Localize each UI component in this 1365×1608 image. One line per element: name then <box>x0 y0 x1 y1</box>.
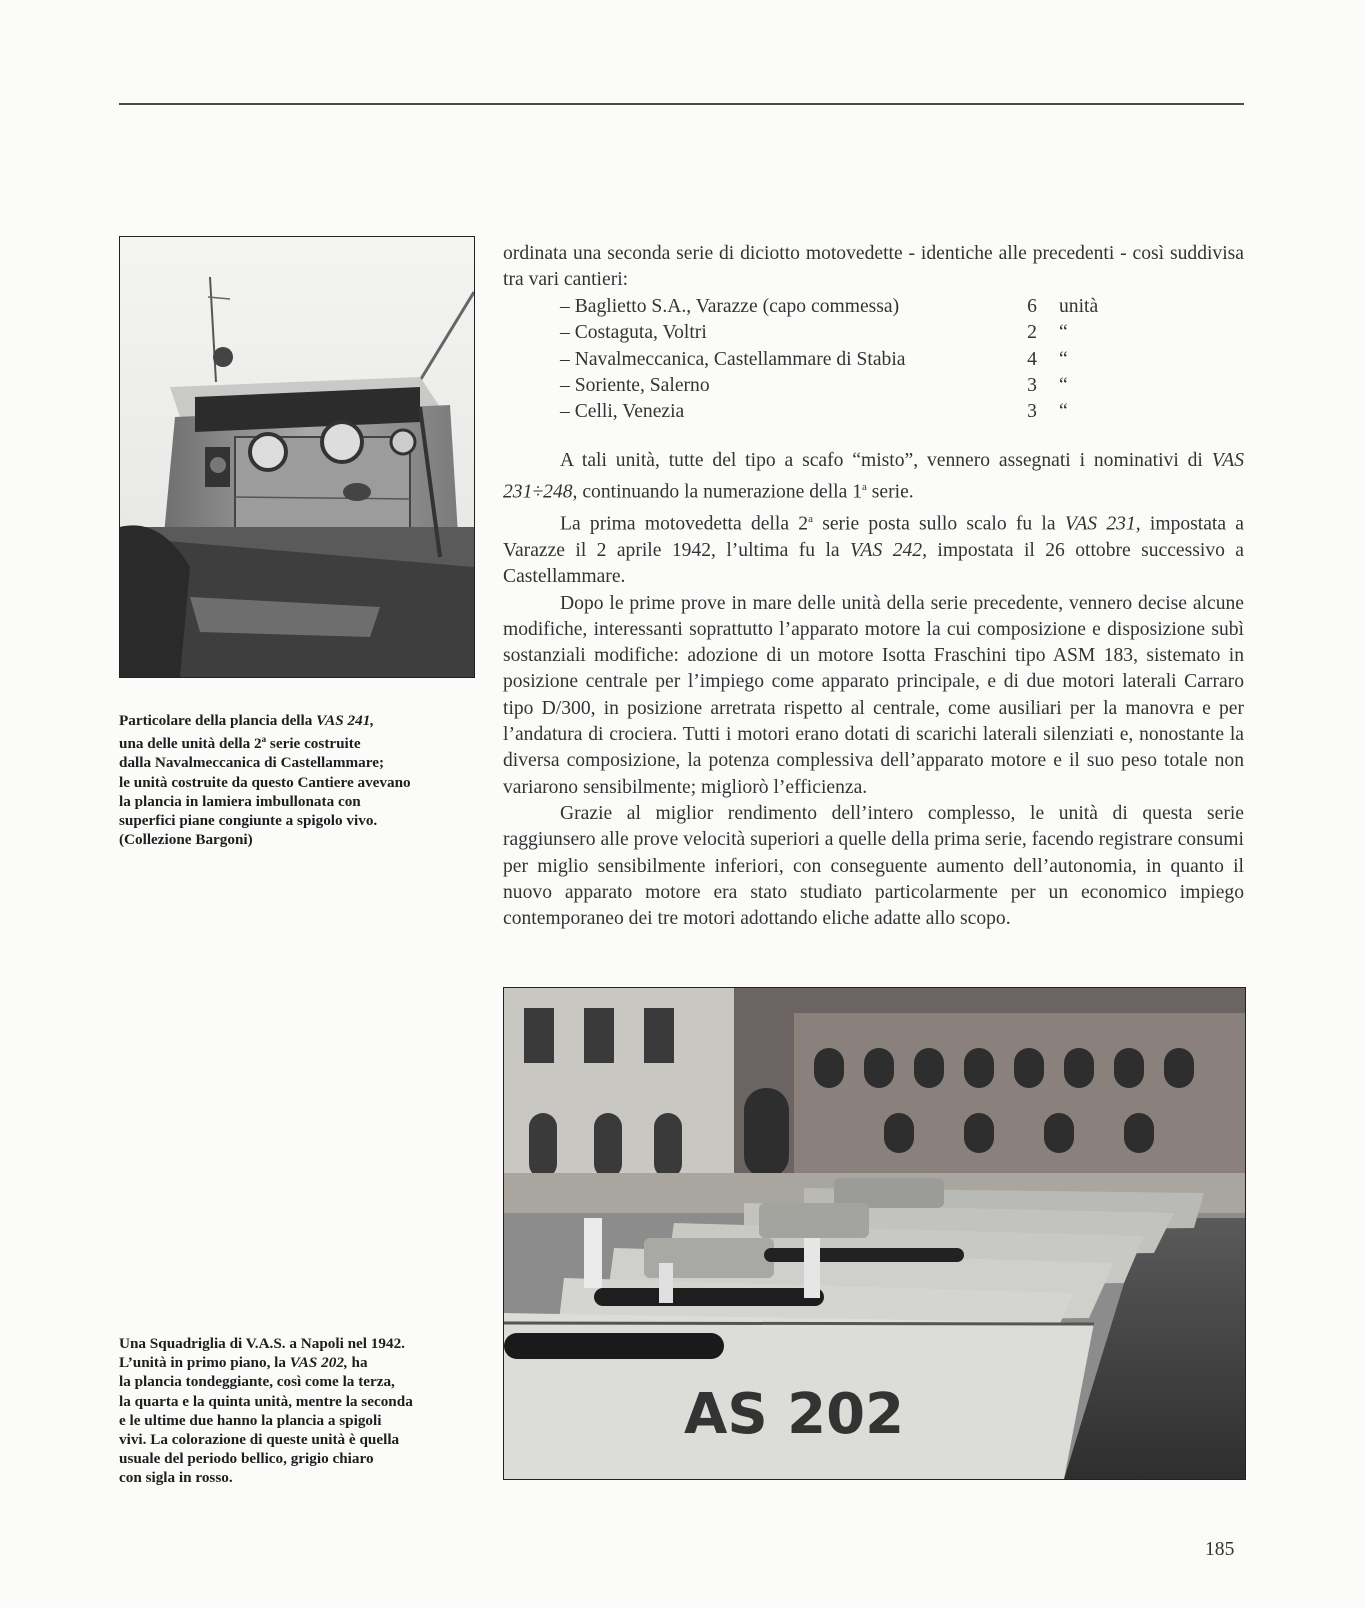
intro-paragraph: ordinata una seconda serie di diciotto motovedette - identiche alle precedenti - così suddivisa tra vari cantieri: <box>503 243 1244 291</box>
header-rule <box>119 103 1244 105</box>
photo-squadron-illustration <box>504 988 1245 1479</box>
paragraph-2: La prima motovedetta della 2$^a$ serie posta sullo scalo fu la VAS 231, impostata a Varazze il 2 aprile 1942, l’ultima fu la VAS 242, impostata il 26 ottobre successivo a Castellammare. <box>503 513 1245 588</box>
paragraph-1: A tali unità, tutte del tipo a scafo “misto”, vennero assegnati i nominativi di VAS 231÷248, continuando la numerazione della 1$^a$ serie. <box>503 450 1244 503</box>
photo2-caption: Una Squadriglia di V.A.S. a Napoli nel 1942. L’unità in primo piano, la VAS 202, ha la plancia tondeggiante, così come la terza, la quarta e la quinta unità, mentre la seconda e le ultime due hanno la plancia a spigoli vivi. La colorazione di queste unità è quella usuale del periodo bellico, grigio chiaro con sigla in rosso. <box>119 1335 413 1487</box>
photo-bridge-illustration <box>120 237 474 677</box>
shipyard-list <box>560 294 1120 425</box>
shipyard-item: – Costaguta, Voltri 2 “ <box>560 322 1068 344</box>
photo1-caption: Particolare della plancia della VAS 241, una delle unità della 2$^a$ serie costruite dalla Navalmeccanica di Castellammare; le unità costruite da questo Cantiere avevano la plancia in lamiera imbullonata con superfici piane congiunte a spigolo vivo. (Collezione Bargoni) <box>119 712 411 849</box>
paragraph-4: Grazie al miglior rendimento dell’intero complesso, le unità di questa serie raggiunsero alle prove velocità superiori a quelle della prima serie, facendo registrare consumi per miglio sensibilmente inferiori, con conseguente aumento dell’autonomia, in quanto il nuovo apparato motore era stato studiato particolarmente per un economico impiego contemporaneo dei tre motori adottando eliche adatte allo scopo. <box>503 802 1244 930</box>
page-number: 185 <box>1205 1539 1235 1560</box>
body-text <box>503 448 1244 932</box>
shipyard-item: – Celli, Venezia 3 “ <box>560 401 1068 423</box>
shipyard-item: – Baglietto S.A., Varazze (capo commessa) 6 unità <box>560 296 1099 317</box>
shipyard-item: – Soriente, Salerno 3 “ <box>560 374 1068 396</box>
shipyard-item: – Navalmeccanica, Castellammare di Stabia 4 “ <box>560 348 1068 370</box>
photo-vas241-bridge <box>119 236 475 678</box>
photo-vas-squadron-naples <box>503 987 1246 1480</box>
paragraph-3: Dopo le prime prove in mare delle unità della serie precedente, vennero decise alcune modifiche, interessanti soprattutto l’apparato motore la cui composizione e disposizione subì sostanziali modifiche: adozione di un motore Isotta Fraschini tipo ASM 183, sistemato in posizione centrale per l’impiego come apparato principale, e di due motori laterali Carraro tipo D/300, in posizione arretrata rispetto al centrale, come ausiliari per la manovra e per l’andatura di crociera. Tutti i motori erano dotati di scarichi laterali silenziati e, nonostante la diversa composizione, la potenza complessiva dell’apparato motore e il suo peso totale non variarono sensibilmente; migliorò l’efficienza. <box>503 592 1244 798</box>
hull-marking: AS 202 <box>684 1382 905 1447</box>
